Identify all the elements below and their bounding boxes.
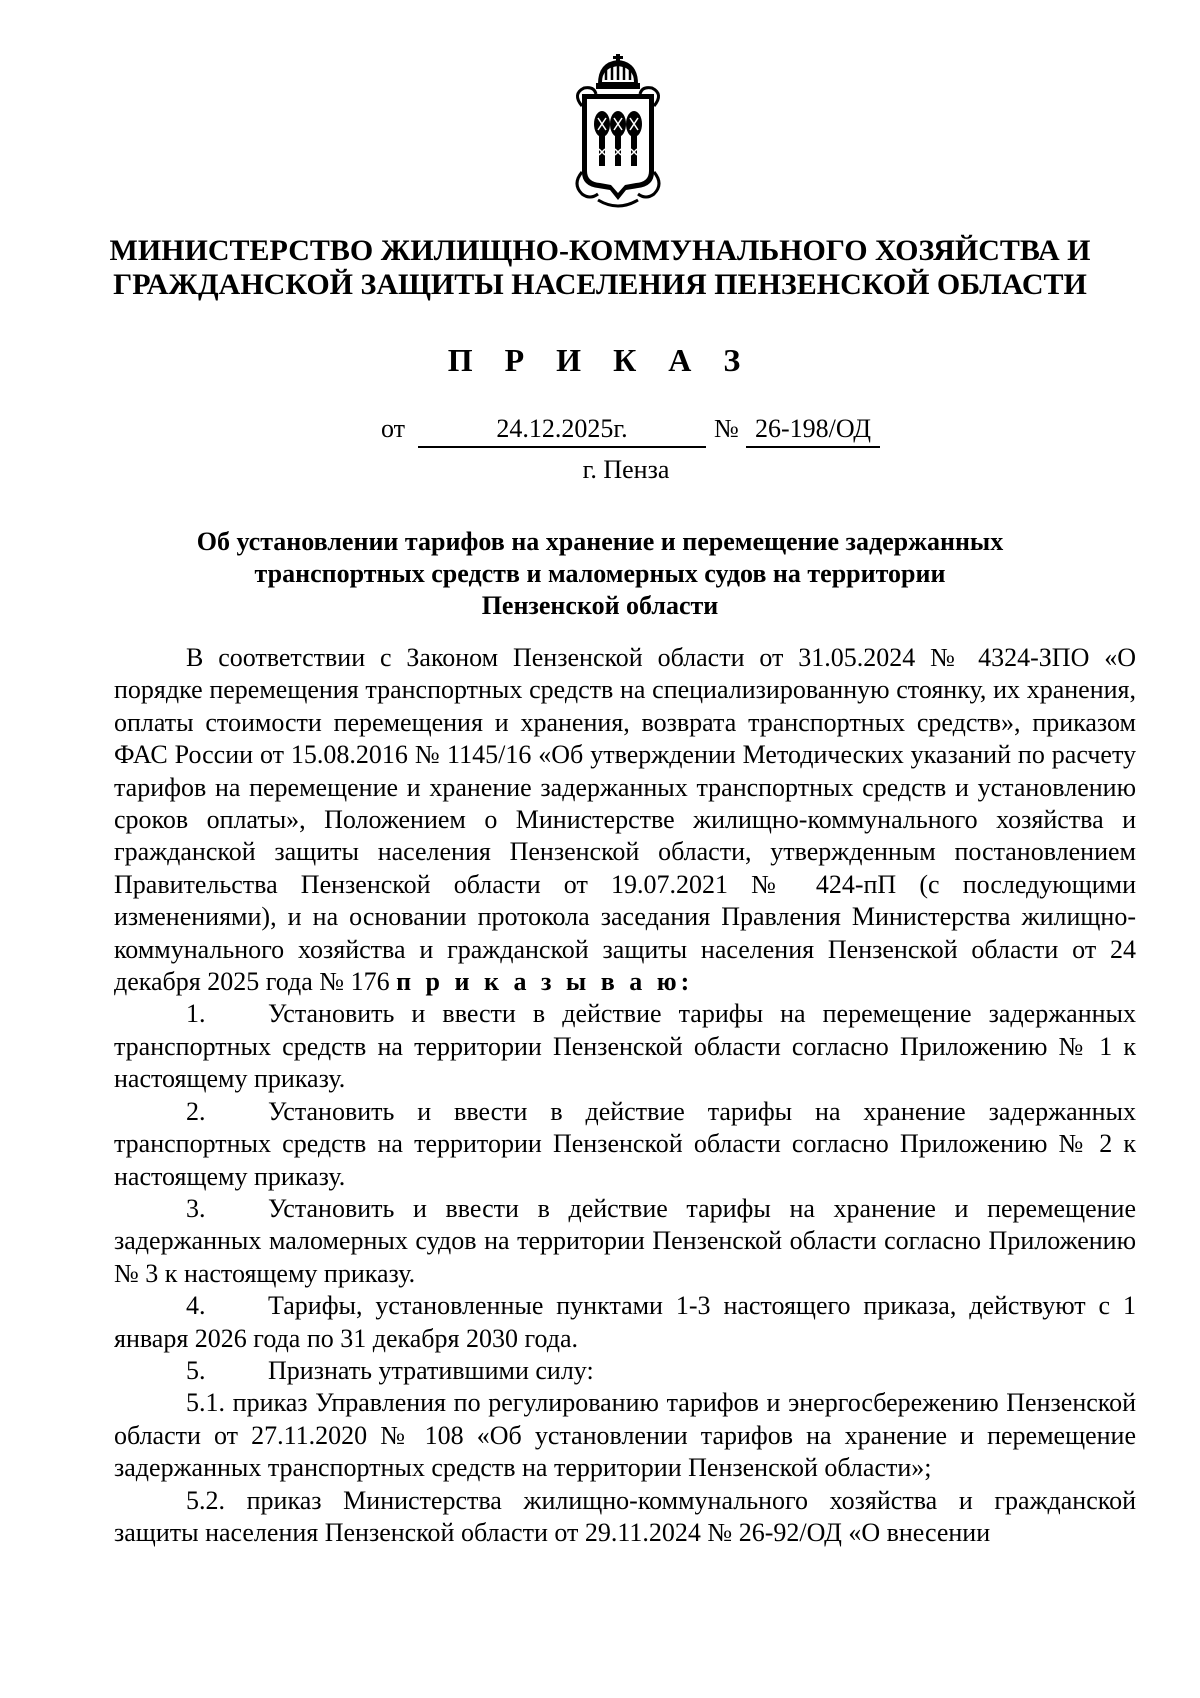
list-item-text: Тарифы, установленные пунктами 1-3 настоящего приказа, действуют с 1 января 2026 года по 31 декабря 2030 года. — [114, 1291, 1136, 1353]
subject-line-2: транспортных средств и маломерных судов на территории — [254, 559, 946, 588]
list-item — [114, 1290, 1136, 1355]
list-item-number: 3. — [186, 1193, 206, 1223]
subject-line-3: Пензенской области — [481, 591, 719, 620]
list-item-text: Установить и ввести в действие тарифы на хранение задержанных транспортных средств на территории Пензенской области согласно Приложению № 2 к настоящему приказу. — [114, 1096, 1136, 1191]
order-date: 24.12.2025г. — [418, 414, 706, 448]
ministry-name-line-2: ГРАЖДАНСКОЙ ЗАЩИТЫ НАСЕЛЕНИЯ ПЕНЗЕНСКОЙ ОБЛАСТИ — [113, 268, 1087, 301]
order-subject — [150, 526, 1050, 622]
sub-item-text: 5.2. приказ Министерства жилищно-коммунального хозяйства и гражданской защиты населения Пензенской области от 29.11.2024 № 26-92/ОД «О внесении — [114, 1485, 1136, 1547]
sub-item — [114, 1485, 1136, 1550]
city-name: г. Пенза — [582, 455, 670, 484]
sub-item-text: 5.1. приказ Управления по регулированию тарифов и энергосбережению Пензенской области от 27.11.2020 № 108 «Об установлении тарифов на хранение и перемещение задержанных транспортных средств на территории Пензенской области»; — [114, 1388, 1136, 1483]
number-label: № — [714, 414, 739, 443]
coat-of-arms-icon — [568, 54, 668, 214]
document-type: П Р И К А З — [447, 342, 753, 378]
list-item — [114, 1096, 1136, 1193]
list-item-number: 1. — [186, 999, 206, 1029]
list-item — [114, 1355, 1136, 1387]
ministry-name — [100, 234, 1100, 302]
order-number: 26-198/ОД — [746, 414, 880, 448]
ministry-name-line-1: МИНИСТЕРСТВО ЖИЛИЩНО-КОММУНАЛЬНОГО ХОЗЯЙСТВА И — [109, 234, 1091, 267]
list-item — [114, 1193, 1136, 1290]
list-item-text: Установить и ввести в действие тарифы на хранение и перемещение задержанных маломерных судов на территории Пензенской области согласно Приложению № 3 к настоящему приказу. — [114, 1193, 1136, 1288]
date-label: от — [381, 414, 406, 443]
preamble-paragraph — [114, 642, 1136, 998]
list-item-text: Признать утратившими силу: — [268, 1355, 594, 1385]
list-item-number: 2. — [186, 1096, 206, 1126]
document-body — [114, 642, 1136, 1549]
list-item-number: 5. — [186, 1355, 206, 1385]
date-number-row — [0, 414, 1200, 454]
sub-item — [114, 1387, 1136, 1484]
decree-word: п р и к а з ы в а ю: — [396, 967, 694, 997]
list-item-number: 4. — [186, 1291, 206, 1321]
list-item-text: Установить и ввести в действие тарифы на перемещение задержанных транспортных средств на территории Пензенской области согласно Приложению № 1 к настоящему приказу. — [114, 999, 1136, 1094]
city-line — [0, 455, 1200, 485]
list-item — [114, 998, 1136, 1095]
subject-line-1: Об установлении тарифов на хранение и перемещение задержанных — [196, 527, 1004, 556]
preamble-text: В соответствии с Законом Пензенской области от 31.05.2024 № 4324-ЗПО «О порядке перемещения транспортных средств на специализированную стоянку, их хранения, оплаты стоимости перемещения и хранения, возврата транспортных средств», приказом ФАС России от 15.08.2016 № 1145/16 «Об утверждении Методических указаний по расчету тарифов на перемещение и хранение задержанных транспортных средств и установлению сроков оплаты», Положением о Министерстве жилищно-коммунального хозяйства и гражданской защиты населения Пензенской области, утвержденным постановлением Правительства Пензенской области от 19.07.2021 № 424-пП (с последующими изменениями), и на основании протокола заседания Правления Министерства жилищно-коммунального хозяйства и гражданской защиты населения Пензенской области от 24 декабря 2025 года № 176 — [114, 643, 1136, 997]
